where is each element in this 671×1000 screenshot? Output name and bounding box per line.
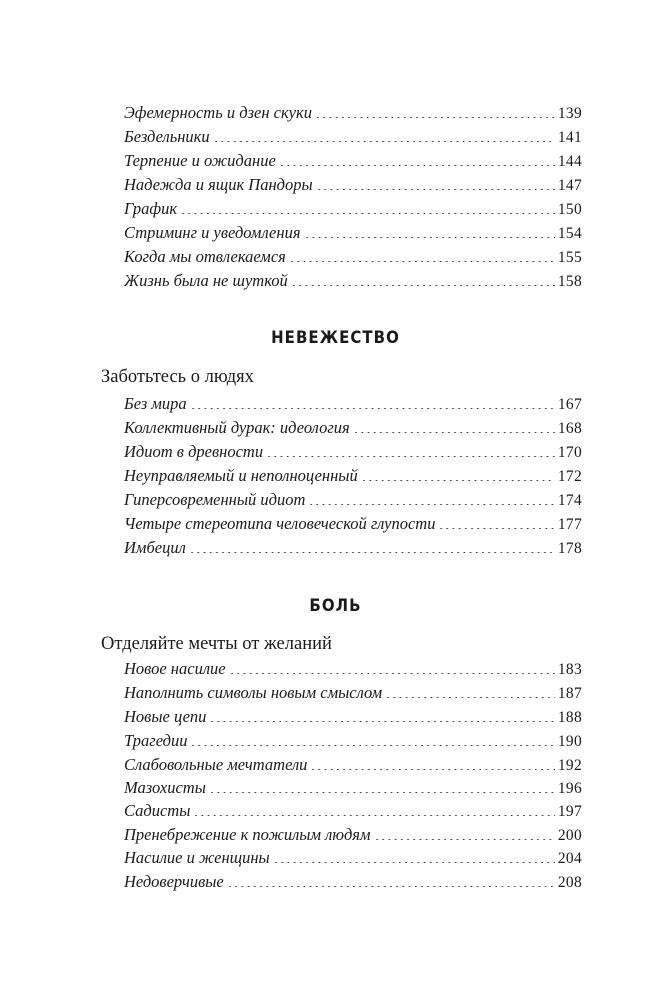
toc-entry-page: 196 (557, 780, 582, 797)
toc-entry[interactable] (124, 150, 582, 172)
dot-leader (308, 493, 554, 505)
toc-entry-title: График (124, 199, 178, 218)
chapter-title[interactable]: Заботьтесь о людях (101, 367, 254, 387)
toc-entry-page: 178 (557, 540, 582, 557)
toc-entry[interactable] (124, 800, 582, 822)
dot-leader (227, 875, 555, 887)
dot-leader (304, 226, 555, 238)
toc-entry-page: 177 (557, 516, 582, 533)
toc-entry-page: 204 (557, 850, 582, 867)
toc-entry[interactable] (124, 754, 582, 776)
toc-entry-page: 200 (557, 827, 582, 844)
toc-entry-title: Имбецил (124, 538, 186, 557)
toc-entry[interactable] (124, 246, 582, 268)
toc-entry[interactable] (124, 824, 582, 846)
toc-entry-page: 144 (557, 153, 582, 170)
dot-leader (209, 781, 555, 793)
dot-leader (266, 445, 555, 457)
toc-entry[interactable] (124, 871, 582, 893)
toc-entry-page: 141 (557, 129, 582, 146)
toc-entry[interactable] (124, 174, 582, 196)
toc-entry-page: 168 (557, 420, 582, 437)
toc-entry[interactable] (124, 513, 582, 535)
dot-leader (189, 541, 555, 553)
section-heading-pain: БОЛЬ (309, 596, 362, 616)
toc-entry[interactable] (124, 417, 582, 439)
toc-entry[interactable] (124, 393, 582, 415)
dot-leader (316, 178, 555, 190)
toc-entry-title: Без мира (124, 394, 187, 413)
toc-entry-title: Жизнь была не шуткой (124, 271, 288, 290)
toc-entry-title: Стриминг и уведомления (124, 223, 301, 242)
toc-entry-page: 155 (557, 249, 582, 266)
dot-leader (213, 130, 555, 142)
toc-entry-title: Когда мы отвлекаемся (124, 247, 286, 266)
dot-leader (190, 397, 555, 409)
toc-entry-page: 183 (557, 661, 582, 678)
toc-entry[interactable] (124, 489, 582, 511)
toc-entry-title: Новое насилие (124, 659, 226, 678)
dot-leader (229, 662, 555, 674)
toc-entry[interactable] (124, 222, 582, 244)
dot-leader (315, 106, 555, 118)
toc-entry-page: 172 (557, 468, 582, 485)
toc-entry-page: 208 (557, 874, 582, 891)
dot-leader (374, 828, 555, 840)
toc-entry-title: Эфемерность и дзен скуки (124, 103, 312, 122)
toc-entry-title: Недоверчивые (124, 872, 224, 891)
toc-entry[interactable] (124, 441, 582, 463)
dot-leader (361, 469, 555, 481)
dot-leader (289, 250, 555, 262)
toc-entry[interactable] (124, 730, 582, 752)
toc-entry-title: Слабовольные мечтатели (124, 755, 308, 774)
toc-entry-title: Гиперсовременный идиот (124, 490, 306, 509)
toc-entry-page: 187 (557, 685, 582, 702)
toc-entry-title: Бездельники (124, 127, 210, 146)
toc-entry-title: Насилие и женщины (124, 848, 270, 867)
toc-entry-page: 188 (557, 709, 582, 726)
toc-entry[interactable] (124, 198, 582, 220)
toc-entry-page: 197 (557, 803, 582, 820)
toc-entry[interactable] (124, 537, 582, 559)
dot-leader (385, 686, 555, 698)
chapter-title[interactable]: Отделяйте мечты от желаний (101, 634, 332, 654)
toc-entry-page: 150 (557, 201, 582, 218)
dot-leader (209, 710, 554, 722)
toc-entry-title: Четыре стереотипа человеческой глупости (124, 514, 436, 533)
toc-entry-title: Терпение и ожидание (124, 151, 276, 170)
toc-entry[interactable] (124, 777, 582, 799)
toc-entry-page: 192 (557, 757, 582, 774)
toc-entry-page: 167 (557, 396, 582, 413)
dot-leader (273, 851, 555, 863)
toc-entry[interactable] (124, 465, 582, 487)
toc-entry-page: 139 (557, 105, 582, 122)
toc-entry[interactable] (124, 706, 582, 728)
toc-entry-title: Садисты (124, 801, 191, 820)
dot-leader (291, 274, 555, 286)
toc-entry-title: Наполнить символы новым смыслом (124, 683, 383, 702)
toc-entry-page: 154 (557, 225, 582, 242)
section-heading-ignorance: НЕВЕЖЕСТВО (271, 328, 400, 348)
toc-entry-title: Пренебрежение к пожилым людям (124, 825, 371, 844)
dot-leader (310, 758, 554, 770)
toc-entry-page: 190 (557, 733, 582, 750)
toc-entry-title: Трагедии (124, 731, 188, 750)
dot-leader (190, 734, 554, 746)
toc-entry-title: Неуправляемый и неполноценный (124, 466, 358, 485)
toc-entry[interactable] (124, 682, 582, 704)
dot-leader (438, 517, 554, 529)
toc-entry-page: 158 (557, 273, 582, 290)
toc-entry[interactable] (124, 847, 582, 869)
toc-entry-title: Мазохисты (124, 778, 206, 797)
toc-entry-page: 174 (557, 492, 582, 509)
dot-leader (193, 804, 554, 816)
toc-entry-title: Надежда и ящик Пандоры (124, 175, 313, 194)
toc-entry-title: Коллективный дурак: идеология (124, 418, 350, 437)
toc-entry-title: Идиот в древности (124, 442, 264, 461)
dot-leader (180, 202, 555, 214)
toc-entry-title: Новые цепи (124, 707, 207, 726)
toc-entry[interactable] (124, 270, 582, 292)
toc-entry-page: 170 (557, 444, 582, 461)
dot-leader (353, 421, 555, 433)
toc-entry[interactable] (124, 126, 582, 148)
dot-leader (279, 154, 555, 166)
toc-entry-page: 147 (557, 177, 582, 194)
toc-entry[interactable] (124, 658, 582, 680)
toc-entry[interactable] (124, 102, 582, 124)
